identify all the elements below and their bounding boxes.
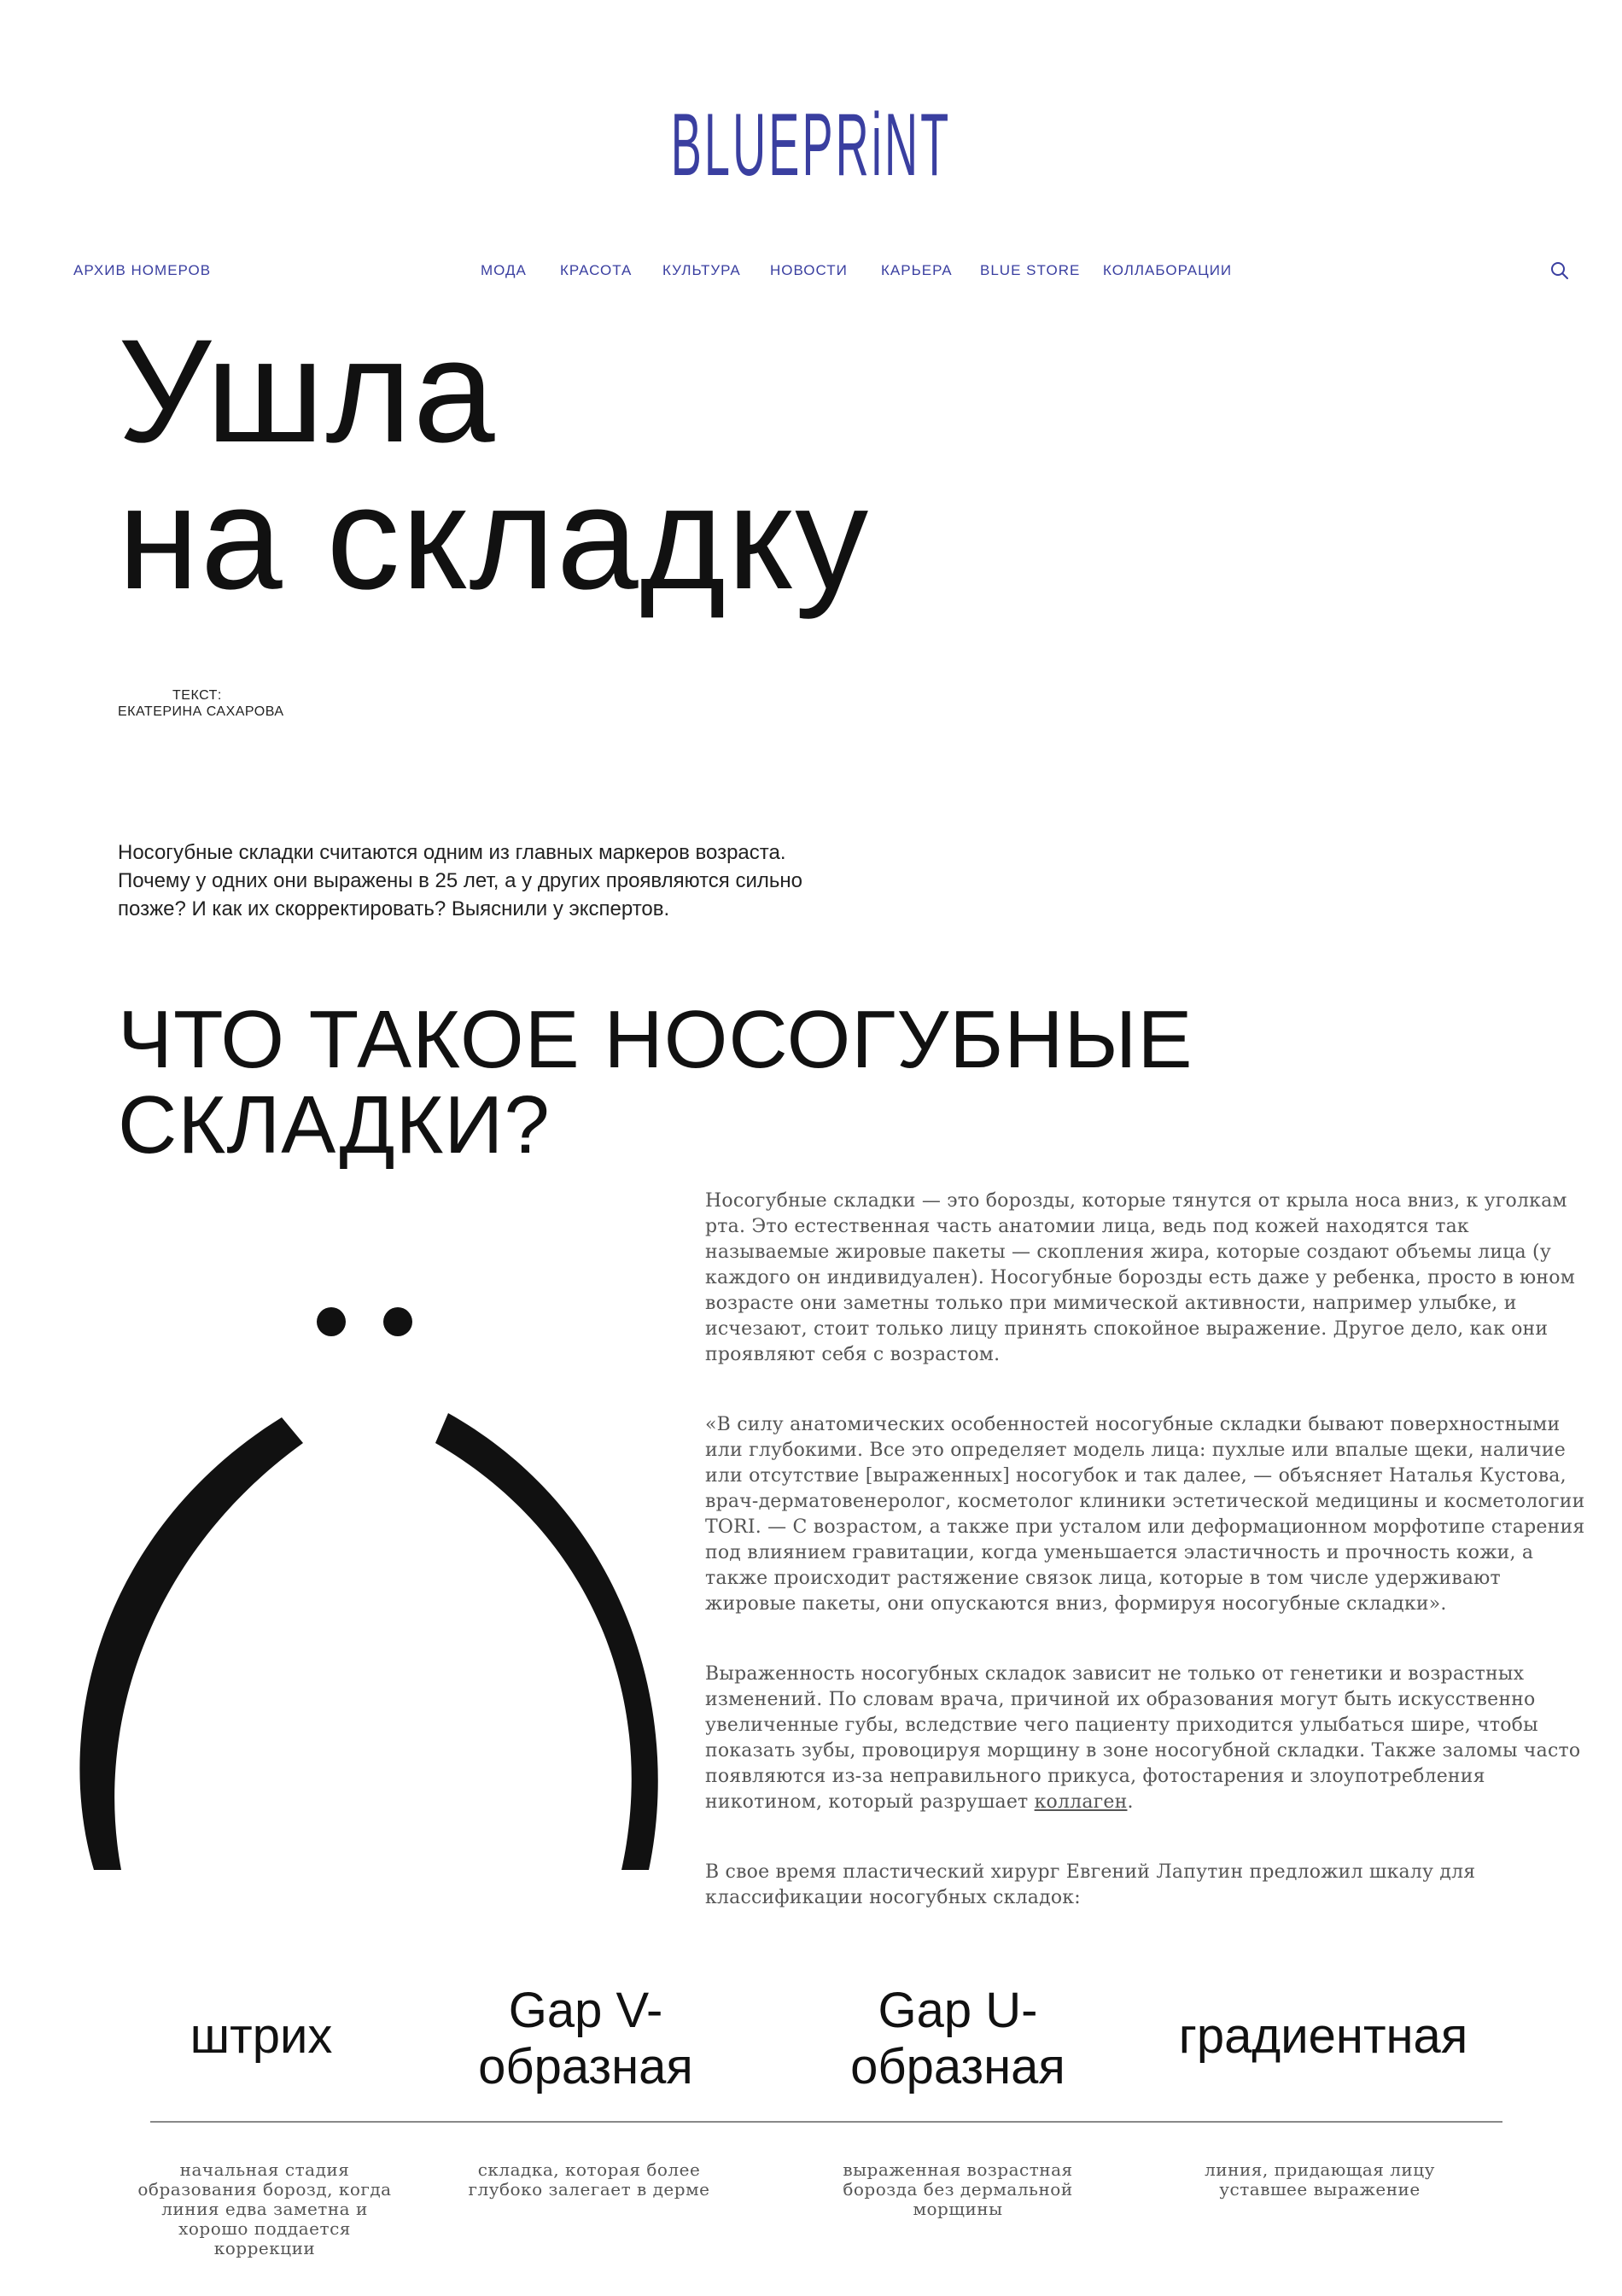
paragraph-3-period: . — [1127, 1791, 1134, 1813]
classification-title-3-line-2: образная — [850, 2039, 1065, 2094]
classification-title-3-line-1: Gap U- — [878, 1983, 1038, 2038]
nav-item-career[interactable]: КАРЬЕРА — [881, 262, 953, 278]
classification-desc-1: начальная стадия образования борозд, когда линия едва заметна и хорошо поддается коррекции — [137, 2159, 392, 2258]
classification-title-2 — [406, 1983, 765, 2095]
right-eye-dot — [383, 1307, 412, 1336]
article-title-line-1: Ушла — [118, 309, 497, 473]
left-eye-dot — [317, 1307, 346, 1336]
classification-desc-4: линия, придающая лицу уставшее выражение — [1205, 2159, 1435, 2200]
nav-item-beauty[interactable]: КРАСОТА — [560, 262, 633, 278]
site-logo[interactable]: BLUEPRiNT — [670, 96, 952, 195]
nav-archive-link[interactable]: АРХИВ НОМЕРОВ — [73, 262, 212, 278]
classification-title-1: штрих — [190, 2008, 333, 2064]
classification-title-2-line-1: Gap V- — [508, 1983, 663, 2038]
nav-item-blue-store[interactable]: BLUE STORE — [980, 262, 1081, 278]
byline — [118, 687, 284, 720]
classification-desc-2: складка, которая более глубоко залегает в дерме — [468, 2159, 710, 2200]
section-heading-line-1: ЧТО ТАКОЕ НОСОГУБНЫЕ — [118, 994, 1193, 1085]
article-lead: Носогубные складки считаются одним из главных маркеров возраста. Почему у одних они выражены в 25 лет, а у других проявляются сильно позже? И как их скорректировать? Выяснили у экспертов. — [118, 841, 802, 920]
right-bracket — [435, 1413, 658, 1870]
section-heading — [118, 994, 1313, 1171]
nav-item-collaborations[interactable]: КОЛЛАБОРАЦИИ — [1103, 262, 1233, 278]
search-button[interactable] — [1549, 260, 1571, 282]
classification-title-3 — [779, 1983, 1137, 2095]
face-illustration — [68, 1281, 666, 1878]
paragraph-3 — [705, 1662, 1593, 1815]
classification-desc-3: выраженная возрастная борозда без дермальной морщины — [843, 2159, 1073, 2219]
search-icon — [1549, 260, 1571, 282]
article-body — [705, 1189, 1593, 1955]
classification-title-2-line-2: образная — [478, 2039, 693, 2094]
paragraph-1: Носогубные складки — это борозды, которые тянутся от крыла носа вниз, к уголкам рта. Это естественная часть анатомии лица, ведь под кожей находятся так называемые жировые пакеты — скопления жира, которые создают объемы лица (у каждого он индивидуален). Носогубные борозды есть даже у ребенка, просто в юном возрасте они заметны только при мимической активности, например улыбке, и исчезают, стоит только лицу принять спокойное выражение. Другое дело, как они проявляют себя с возрастом. — [705, 1190, 1576, 1365]
article-title — [118, 309, 1142, 620]
nav-item-news[interactable]: НОВОСТИ — [770, 262, 848, 278]
section-heading-line-2: СКЛАДКИ? — [118, 1079, 551, 1171]
paragraph-2: «В силу анатомических особенностей носогубные складки бывают поверхностными или глубокими. Все это определяет модель лица: пухлые или впалые щеки, наличие или отсутствие [выраженных] носогубок и так далее, — объясняет Наталья Кустова, врач-дерматовенеролог, косметолог клиники эстетической медицины и косметологии TORI. — С возрастом, а также при усталом или деформационном морфотипе старения под влиянием гравитации, когда уменьшается эластичность и прочность кожи, а также происходит растяжение связок лица, которые в том числе удерживают жировые пакеты, они опускаются вниз, формируя носогубные складки». — [705, 1414, 1585, 1615]
classification-divider — [150, 2121, 1502, 2123]
paragraph-4: В свое время пластический хирург Евгений Лапутин предложил шкалу для классификации носогубных складок: — [705, 1861, 1476, 1908]
byline-label: ТЕКСТ: — [172, 688, 222, 703]
nav-item-fashion[interactable]: МОДА — [481, 262, 527, 278]
paragraph-3-text: Выраженность носогубных складок зависит не только от генетики и возрастных изменений. По словам врача, причиной их образования могут быть искусственно увеличенные губы, вследствие чего пациенту приходится улыбаться шире, чтобы показать зубы, провоцируя морщину в зоне носогубной складки. Также заломы часто появляются из-за неправильного прикуса, фотостарения и злоупотребления никотином, который разрушает — [705, 1663, 1581, 1813]
classification-title-4: градиентная — [1178, 2008, 1468, 2064]
collagen-link[interactable]: коллаген — [1034, 1791, 1128, 1813]
left-bracket — [79, 1417, 303, 1870]
byline-author[interactable]: ЕКАТЕРИНА САХАРОВА — [118, 704, 284, 719]
nav-item-culture[interactable]: КУЛЬТУРА — [662, 262, 741, 278]
article-title-line-2: на складку — [118, 456, 871, 620]
